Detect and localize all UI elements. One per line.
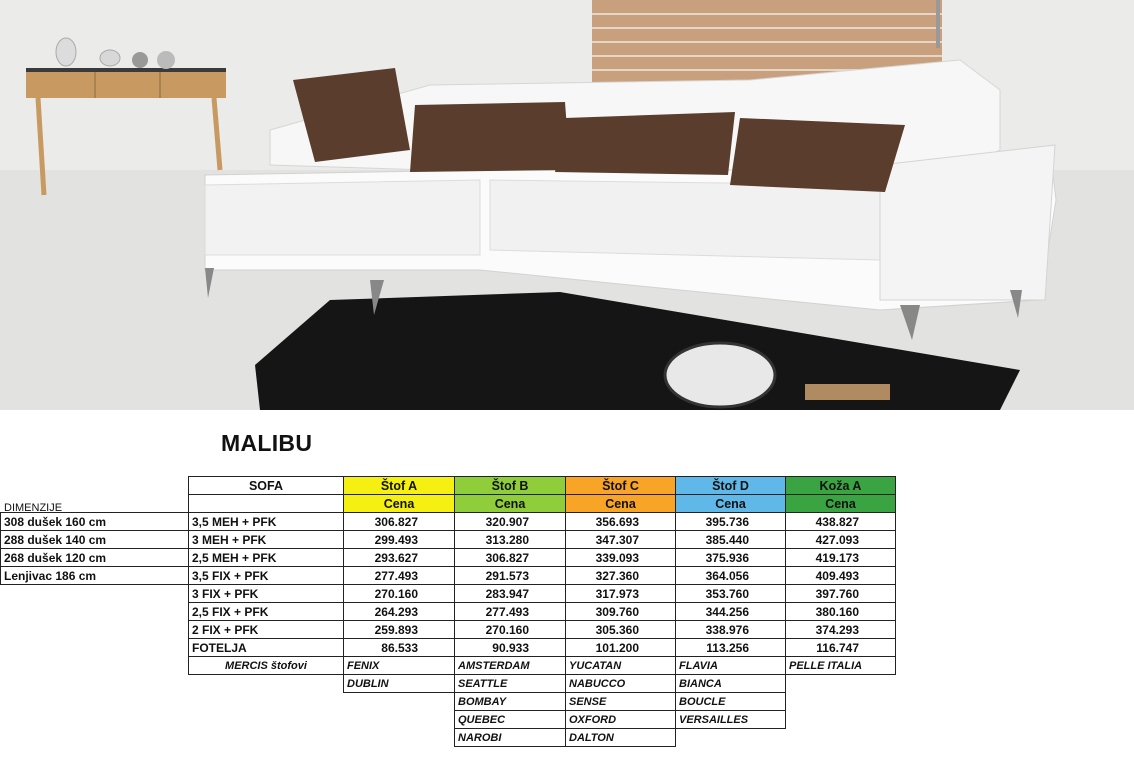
price-cell: 113.256 (676, 639, 786, 657)
empty-cell (1, 477, 189, 495)
price-cell: 291.573 (455, 567, 566, 585)
fabric-name-cell: QUEBEC (455, 711, 566, 729)
empty-cell (1, 621, 189, 639)
price-cell: 353.760 (676, 585, 786, 603)
dimension-cell: Lenjivac 186 cm (1, 567, 189, 585)
price-cell: 419.173 (786, 549, 896, 567)
empty-cell (1, 585, 189, 603)
price-cell: 270.160 (344, 585, 455, 603)
product-title: MALIBU (221, 430, 313, 456)
table-row (1, 603, 896, 621)
price-label-a: Cena (344, 495, 455, 513)
price-cell: 277.493 (344, 567, 455, 585)
fabric-name-cell: BIANCA (676, 675, 786, 693)
fabric-name-cell: FLAVIA (676, 657, 786, 675)
fabric-header-c: Štof C (566, 477, 676, 495)
price-cell: 116.747 (786, 639, 896, 657)
price-cell: 305.360 (566, 621, 676, 639)
sofa-type-cell: 3,5 MEH + PFK (189, 513, 344, 531)
fabric-names-row (1, 693, 896, 711)
empty-cell (1, 603, 189, 621)
fabric-header-b: Štof B (455, 477, 566, 495)
price-cell: 338.976 (676, 621, 786, 639)
empty-cell (189, 711, 344, 729)
fabric-names-row (1, 711, 896, 729)
price-cell: 344.256 (676, 603, 786, 621)
fabric-name-cell: DALTON (566, 729, 676, 747)
table-row (1, 621, 896, 639)
price-cell: 306.827 (455, 549, 566, 567)
dimension-cell: 268 dušek 120 cm (1, 549, 189, 567)
price-cell: 101.200 (566, 639, 676, 657)
price-cell: 327.360 (566, 567, 676, 585)
sofa-type-cell: 2,5 FIX + PFK (189, 603, 344, 621)
price-cell: 427.093 (786, 531, 896, 549)
price-cell: 339.093 (566, 549, 676, 567)
fabric-name-cell: PELLE ITALIA (786, 657, 896, 675)
sofa-type-cell: 2 FIX + PFK (189, 621, 344, 639)
empty-cell (344, 711, 455, 729)
empty-cell (786, 675, 896, 693)
table-row (1, 585, 896, 603)
fabric-name-cell: BOMBAY (455, 693, 566, 711)
price-cell: 438.827 (786, 513, 896, 531)
fabric-names-row (1, 675, 896, 693)
price-label-c: Cena (566, 495, 676, 513)
header-row-price (1, 495, 896, 513)
empty-cell (189, 675, 344, 693)
empty-cell (189, 495, 344, 513)
table-row (1, 567, 896, 585)
sofa-type-cell: FOTELJA (189, 639, 344, 657)
fabric-name-cell: YUCATAN (566, 657, 676, 675)
houndstooth-pillow (665, 343, 775, 407)
price-cell: 306.827 (344, 513, 455, 531)
dimension-cell: 288 dušek 140 cm (1, 531, 189, 549)
table-row (1, 513, 896, 531)
price-cell: 299.493 (344, 531, 455, 549)
fabric-name-cell: SENSE (566, 693, 676, 711)
fabric-name-cell: NABUCCO (566, 675, 676, 693)
price-cell: 86.533 (344, 639, 455, 657)
price-label-leather: Cena (786, 495, 896, 513)
price-cell: 347.307 (566, 531, 676, 549)
empty-cell (344, 693, 455, 711)
empty-cell (786, 711, 896, 729)
price-cell: 293.627 (344, 549, 455, 567)
price-cell: 309.760 (566, 603, 676, 621)
price-cell: 397.760 (786, 585, 896, 603)
table-row (1, 549, 896, 567)
price-label-b: Cena (455, 495, 566, 513)
dimensions-label: DIMENZIJE (4, 502, 63, 514)
empty-cell (1, 657, 189, 675)
price-cell: 375.936 (676, 549, 786, 567)
fabric-name-cell: FENIX (344, 657, 455, 675)
price-cell: 264.293 (344, 603, 455, 621)
empty-cell (1, 495, 189, 513)
price-cell: 364.056 (676, 567, 786, 585)
sofa-header: SOFA (189, 477, 344, 495)
price-cell: 356.693 (566, 513, 676, 531)
price-cell: 374.293 (786, 621, 896, 639)
fabric-name-cell: OXFORD (566, 711, 676, 729)
empty-cell (1, 639, 189, 657)
empty-cell (676, 729, 786, 747)
empty-cell (786, 729, 896, 747)
price-cell: 380.160 (786, 603, 896, 621)
price-cell: 395.736 (676, 513, 786, 531)
mercis-label: MERCIS štofovi (189, 657, 344, 675)
empty-cell (189, 693, 344, 711)
fabric-names-row (1, 729, 896, 747)
empty-cell (344, 729, 455, 747)
table-row (1, 531, 896, 549)
price-cell: 313.280 (455, 531, 566, 549)
empty-cell (1, 711, 189, 729)
price-cell: 270.160 (455, 621, 566, 639)
table-row (1, 639, 896, 657)
empty-cell (1, 675, 189, 693)
sofa-type-cell: 3,5 FIX + PFK (189, 567, 344, 585)
price-cell: 385.440 (676, 531, 786, 549)
sofa-type-cell: 3 FIX + PFK (189, 585, 344, 603)
price-cell: 320.907 (455, 513, 566, 531)
price-label-d: Cena (676, 495, 786, 513)
price-cell: 409.493 (786, 567, 896, 585)
price-cell: 259.893 (344, 621, 455, 639)
fabric-header-d: Štof D (676, 477, 786, 495)
empty-cell (1, 693, 189, 711)
fabric-name-cell: AMSTERDAM (455, 657, 566, 675)
price-cell: 277.493 (455, 603, 566, 621)
empty-cell (786, 693, 896, 711)
sofa-type-cell: 2,5 MEH + PFK (189, 549, 344, 567)
fabric-name-cell: VERSAILLES (676, 711, 786, 729)
leather-header-a: Koža A (786, 477, 896, 495)
fabric-name-cell: SEATTLE (455, 675, 566, 693)
fabric-name-cell: NAROBI (455, 729, 566, 747)
price-cell: 283.947 (455, 585, 566, 603)
empty-cell (189, 729, 344, 747)
fabric-name-cell: BOUCLE (676, 693, 786, 711)
header-row-fabrics (1, 477, 896, 495)
price-cell: 90.933 (455, 639, 566, 657)
fabric-header-a: Štof A (344, 477, 455, 495)
fabric-names-row (1, 657, 896, 675)
price-cell: 317.973 (566, 585, 676, 603)
empty-cell (1, 729, 189, 747)
price-table (0, 476, 896, 747)
fabric-name-cell: DUBLIN (344, 675, 455, 693)
sofa-type-cell: 3 MEH + PFK (189, 531, 344, 549)
dimension-cell: 308 dušek 160 cm (1, 513, 189, 531)
